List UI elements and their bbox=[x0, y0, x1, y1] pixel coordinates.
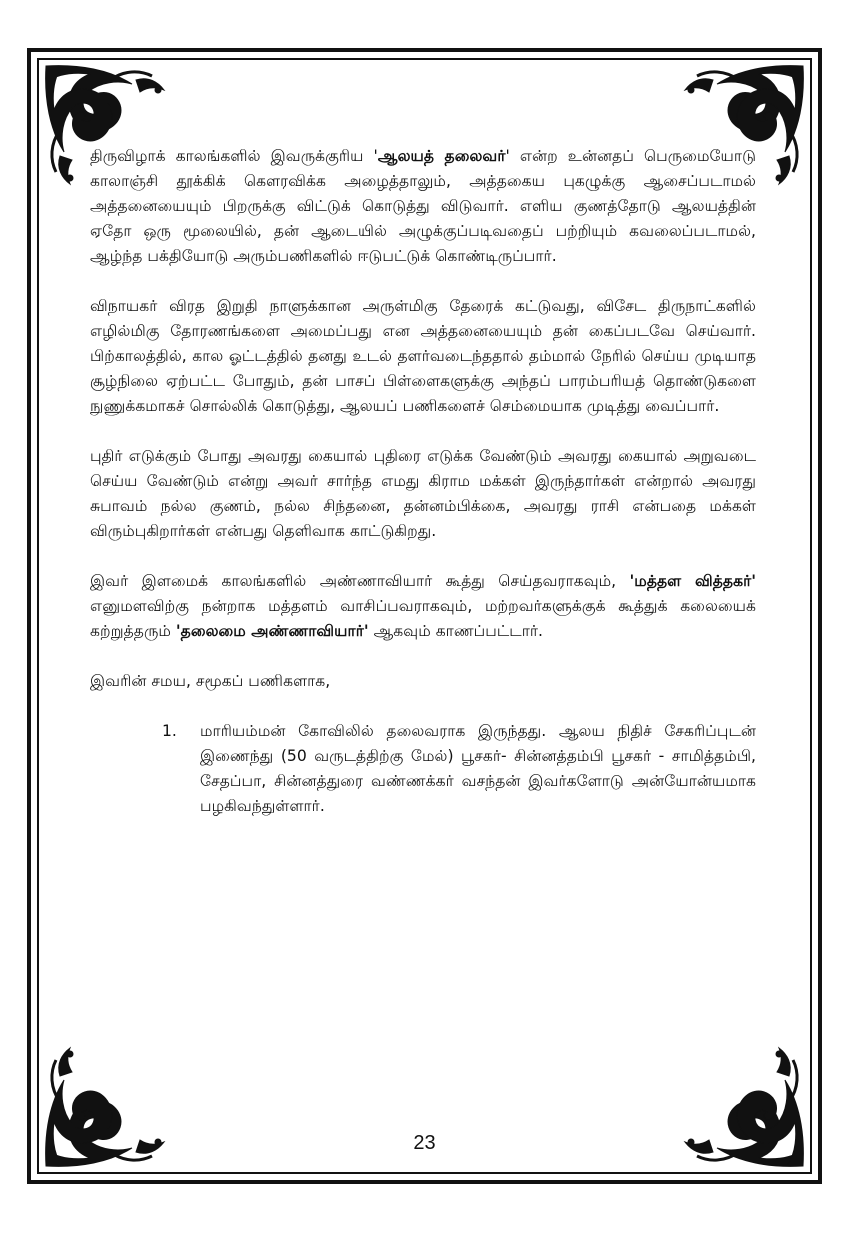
paragraph: இவரின் சமய, சமூகப் பணிகளாக, bbox=[90, 672, 331, 690]
page-number: 23 bbox=[413, 1132, 436, 1154]
paragraph-text: ஆகவும் காணப்பட்டார். bbox=[368, 622, 543, 640]
body-text bbox=[90, 144, 756, 819]
paragraph: விநாயகர் விரத இறுதி நாளுக்கான அருள்மிகு தேரைக் கட்டுவது, விசேட திருநாட்களில் எழில்மிகு தோரணங்களை அமைப்பது என அத்தனையையும் தன் கைப்படவே செய்வார். பிற்காலத்தில், கால ஓட்டத்தில் தனது உடல் தளர்வடைந்ததால் தம்மால் நேரில் செய்ய முடியாத சூழ்நிலை ஏற்பட்ட போதும், தன் பாசப் பிள்ளைகளுக்கு அந்தப் பாரம்பரியத் தொண்டுகளை நுணுக்கமாகச் சொல்லிக் கொடுத்து, ஆலயப் பணிகளைச் செம்மையாக முடித்து வைப்பார். bbox=[90, 297, 756, 415]
paragraph bbox=[90, 569, 756, 644]
bold-term: 'மத்தள வித்தகர்' bbox=[629, 572, 756, 590]
paragraph-text: திருவிழாக் காலங்களில் இவருக்குரிய ' bbox=[90, 147, 378, 165]
numbered-list bbox=[90, 719, 756, 819]
list-item bbox=[90, 719, 756, 819]
paragraph: புதிர் எடுக்கும் போது அவரது கையால் புதிரை எடுக்க வேண்டும் அவரது கையால் அறுவடை செய்ய வேண்டும் என்று அவர் சார்ந்த எமது கிராம மக்கள் இருந்தார்கள் என்றால் அவரது சுபாவம் நல்ல குணம், நல்ல சிந்தனை, தன்னம்பிக்கை, அவரது ராசி என்பதை மக்கள் விரும்புகிறார்கள் என்பது தெளிவாக காட்டுகிறது. bbox=[90, 447, 756, 540]
paragraph-text: எனுமளவிற்கு நன்றாக மத்தளம் வாசிப்பவராகவும், மற்றவர்களுக்குக் கூத்துக் கலையைக் கற்றுத்தரும் bbox=[90, 597, 756, 640]
paragraph-text: ' என்ற உன்னதப் பெருமையோடு காலாஞ்சி தூக்கிக் கௌரவிக்க அழைத்தாலும், அத்தகைய புகழுக்கு ஆசைப்படாமல் அத்தனையையும் பிறருக்கு விட்டுக் கொடுத்து விடுவார். எளிய குணத்தோடு ஆலயத்தின் ஏதோ ஒரு மூலையில், தன் ஆடையில் அழுக்குப்படிவதைப் பற்றியும் கவலைப்படாமல், ஆழ்ந்த பக்தியோடு அரும்பணிகளில் ஈடுபட்டுக் கொண்டிருப்பார். bbox=[90, 147, 756, 265]
bold-term: 'தலைமை அண்ணாவியார்' bbox=[175, 622, 369, 640]
list-number: 1. bbox=[162, 722, 177, 740]
bold-term: ஆலயத் தலைவர் bbox=[377, 147, 506, 165]
paragraph-text: இவர் இளமைக் காலங்களில் அண்ணாவியார் கூத்து செய்தவராகவும், bbox=[90, 572, 630, 590]
list-item-text: மாரியம்மன் கோவிலில் தலைவராக இருந்தது. ஆலய நிதிச் சேகரிப்புடன் இணைந்து (50 வருடத்திற்கு மேல்) பூசகர்- சின்னத்தம்பி பூசகர் - சாமித்தம்பி, சேதப்பா, சின்னத்துரை வண்ணக்கர் வசந்தன் இவர்களோடு அன்யோன்யமாக பழகிவந்துள்ளார். bbox=[200, 722, 756, 815]
paragraph bbox=[90, 144, 756, 269]
